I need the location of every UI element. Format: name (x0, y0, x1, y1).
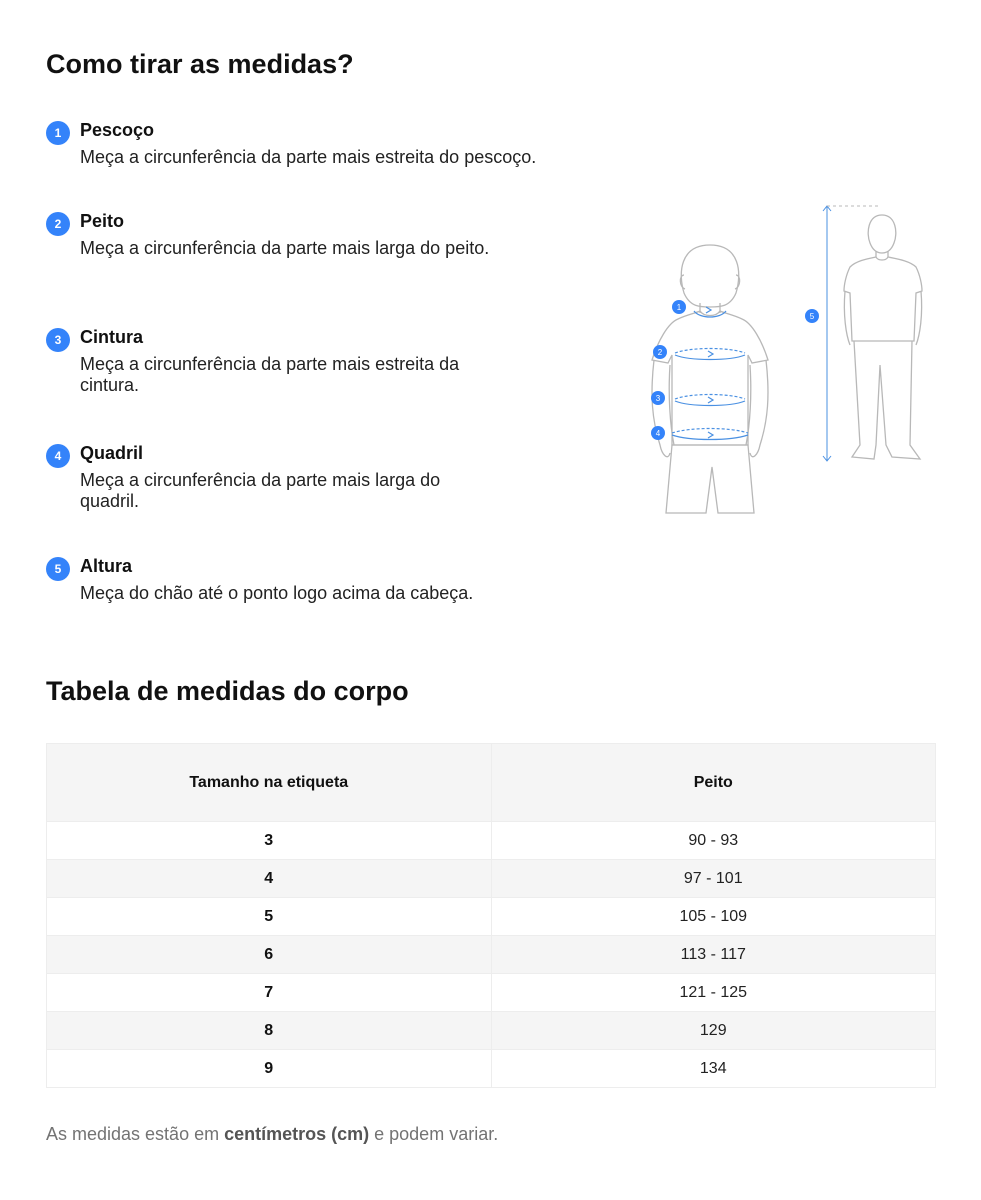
size-cell: 8 (47, 1012, 492, 1050)
step-title: Pescoço (80, 120, 155, 140)
column-header-chest: Peito (491, 744, 936, 822)
chest-cell: 134 (491, 1050, 936, 1088)
step-title: Cintura (80, 327, 143, 347)
step-number-badge: 3 (46, 328, 70, 352)
size-cell: 4 (47, 860, 492, 898)
table-title: Tabela de medidas do corpo (46, 676, 409, 706)
size-cell: 9 (47, 1050, 492, 1088)
table-row (47, 974, 936, 1012)
svg-text:2: 2 (657, 348, 663, 357)
howto-title: Como tirar as medidas? (46, 49, 354, 79)
size-cell: 5 (47, 898, 492, 936)
units-footnote (46, 1124, 498, 1145)
table-row (47, 822, 936, 860)
step-title: Peito (80, 211, 125, 231)
step-title: Altura (80, 556, 133, 576)
table-row (47, 898, 936, 936)
step-description: Meça a circunferência da parte mais larga do peito. (80, 238, 490, 258)
chest-cell: 90 - 93 (491, 822, 936, 860)
svg-text:3: 3 (655, 394, 661, 403)
body-side-figure-icon (844, 215, 922, 459)
chest-cell: 105 - 109 (491, 898, 936, 936)
chest-cell: 129 (491, 1012, 936, 1050)
footnote-prefix: As medidas estão em (46, 1124, 225, 1144)
table-row (47, 1050, 936, 1088)
chest-cell: 121 - 125 (491, 974, 936, 1012)
step-title: Quadril (80, 443, 144, 463)
footnote-suffix: e podem variar. (369, 1124, 499, 1144)
body-front-figure-icon (652, 245, 768, 513)
step-description: Meça a circunferência da parte mais larga do quadril. (80, 470, 441, 511)
step-number-badge: 1 (46, 121, 70, 145)
svg-text:4: 4 (655, 429, 661, 438)
table-row (47, 1012, 936, 1050)
size-cell: 3 (47, 822, 492, 860)
body-measurement-figure (630, 195, 930, 520)
step-description: Meça a circunferência da parte mais estreita da cintura. (80, 354, 460, 395)
step-number-badge: 4 (46, 444, 70, 468)
size-cell: 6 (47, 936, 492, 974)
table-row (47, 936, 936, 974)
size-cell: 7 (47, 974, 492, 1012)
chest-cell: 97 - 101 (491, 860, 936, 898)
svg-text:5: 5 (809, 312, 815, 321)
footnote-unit: centímetros (cm) (224, 1124, 370, 1144)
chest-cell: 113 - 117 (491, 936, 936, 974)
step-description: Meça do chão até o ponto logo acima da cabeça. (80, 583, 474, 603)
step-description: Meça a circunferência da parte mais estreita do pescoço. (80, 147, 537, 167)
column-header-size: Tamanho na etiqueta (47, 744, 492, 822)
table-header-row (47, 744, 936, 822)
size-table (46, 743, 936, 1088)
step-number-badge: 5 (46, 557, 70, 581)
svg-text:1: 1 (676, 303, 682, 312)
step-number-badge: 2 (46, 212, 70, 236)
table-row (47, 860, 936, 898)
